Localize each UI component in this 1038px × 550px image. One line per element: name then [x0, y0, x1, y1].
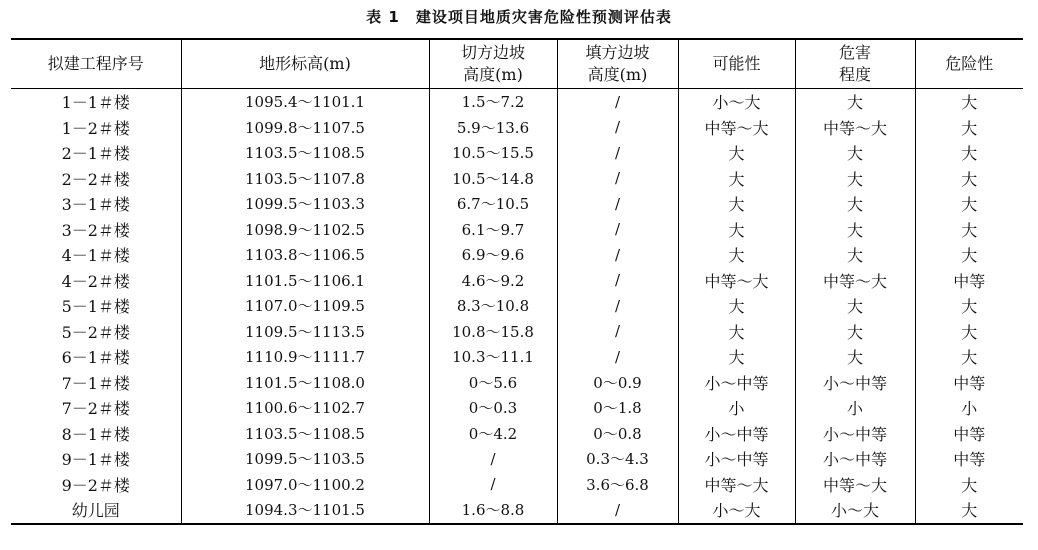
cell-harm-degree: 小～中等 — [795, 446, 915, 472]
cell-harm-degree: 小～中等 — [795, 421, 915, 447]
cell-fill-slope: / — [557, 497, 678, 524]
cell-harm-degree: 大 — [795, 217, 915, 243]
cell-cut-slope: 0～5.6 — [429, 370, 557, 396]
cell-risk: 中等 — [915, 370, 1023, 396]
cell-possibility: 小 — [678, 395, 795, 421]
cell-harm-degree: 大 — [795, 319, 915, 345]
cell-fill-slope: / — [557, 344, 678, 370]
cell-cut-slope: 4.6～9.2 — [429, 268, 557, 294]
cell-cut-slope: 10.3～11.1 — [429, 344, 557, 370]
cell-fill-slope: / — [557, 217, 678, 243]
cell-risk: 大 — [915, 472, 1023, 498]
header-elevation: 地形标高(m) — [181, 39, 429, 89]
cell-fill-slope: / — [557, 319, 678, 345]
cell-project-number: 9－1＃楼 — [11, 446, 181, 472]
cell-project-number: 3－1＃楼 — [11, 191, 181, 217]
cell-risk: 中等 — [915, 268, 1023, 294]
cell-harm-degree: 大 — [795, 293, 915, 319]
cell-risk: 大 — [915, 166, 1023, 192]
cell-project-number: 1－2＃楼 — [11, 115, 181, 141]
cell-harm-degree: 大 — [795, 140, 915, 166]
cell-cut-slope: 8.3～10.8 — [429, 293, 557, 319]
table-body — [11, 89, 1023, 524]
cell-project-number: 5－1＃楼 — [11, 293, 181, 319]
cell-possibility: 大 — [678, 319, 795, 345]
cell-harm-degree: 中等～大 — [795, 268, 915, 294]
cell-elevation: 1098.9～1102.5 — [181, 217, 429, 243]
cell-risk: 大 — [915, 217, 1023, 243]
cell-elevation: 1100.6～1102.7 — [181, 395, 429, 421]
table-row — [11, 344, 1023, 370]
cell-fill-slope: / — [557, 191, 678, 217]
cell-harm-degree: 中等～大 — [795, 472, 915, 498]
cell-project-number: 7－2＃楼 — [11, 395, 181, 421]
cell-possibility: 中等～大 — [678, 268, 795, 294]
cell-elevation: 1099.5～1103.5 — [181, 446, 429, 472]
table-row — [11, 191, 1023, 217]
cell-cut-slope: 6.9～9.6 — [429, 242, 557, 268]
cell-harm-degree: 中等～大 — [795, 115, 915, 141]
cell-risk: 大 — [915, 497, 1023, 524]
cell-elevation: 1097.0～1100.2 — [181, 472, 429, 498]
cell-fill-slope: / — [557, 293, 678, 319]
cell-cut-slope: 0～4.2 — [429, 421, 557, 447]
cell-project-number: 7－1＃楼 — [11, 370, 181, 396]
table-row — [11, 370, 1023, 396]
table-row — [11, 140, 1023, 166]
cell-risk: 小 — [915, 395, 1023, 421]
header-fill-slope-height: 填方边坡 高度(m) — [557, 39, 678, 89]
cell-fill-slope: / — [557, 242, 678, 268]
hazard-assessment-table — [11, 38, 1023, 525]
cell-risk: 大 — [915, 293, 1023, 319]
cell-fill-slope: / — [557, 89, 678, 115]
cell-elevation: 1110.9～1111.7 — [181, 344, 429, 370]
cell-cut-slope: / — [429, 446, 557, 472]
cell-cut-slope: 10.5～15.5 — [429, 140, 557, 166]
cell-project-number: 3－2＃楼 — [11, 217, 181, 243]
cell-risk: 中等 — [915, 421, 1023, 447]
cell-cut-slope: 5.9～13.6 — [429, 115, 557, 141]
cell-project-number: 6－1＃楼 — [11, 344, 181, 370]
cell-fill-slope: 0～0.9 — [557, 370, 678, 396]
cell-harm-degree: 小～中等 — [795, 370, 915, 396]
cell-cut-slope: 6.7～10.5 — [429, 191, 557, 217]
cell-risk: 大 — [915, 89, 1023, 115]
cell-possibility: 大 — [678, 140, 795, 166]
cell-project-number: 9－2＃楼 — [11, 472, 181, 498]
cell-risk: 大 — [915, 344, 1023, 370]
cell-project-number: 2－2＃楼 — [11, 166, 181, 192]
cell-risk: 中等 — [915, 446, 1023, 472]
cell-fill-slope: / — [557, 140, 678, 166]
cell-cut-slope: 10.5～14.8 — [429, 166, 557, 192]
cell-elevation: 1103.5～1108.5 — [181, 421, 429, 447]
table-caption: 表 1 建设项目地质灾害危险性预测评估表 — [366, 8, 672, 26]
cell-elevation: 1099.8～1107.5 — [181, 115, 429, 141]
cell-risk: 大 — [915, 242, 1023, 268]
cell-possibility: 小～中等 — [678, 446, 795, 472]
cell-cut-slope: 10.8～15.8 — [429, 319, 557, 345]
cell-elevation: 1101.5～1106.1 — [181, 268, 429, 294]
cell-fill-slope: 3.6～6.8 — [557, 472, 678, 498]
cell-project-number: 4－2＃楼 — [11, 268, 181, 294]
cell-harm-degree: 小～大 — [795, 497, 915, 524]
cell-elevation: 1103.5～1108.5 — [181, 140, 429, 166]
cell-harm-degree: 小 — [795, 395, 915, 421]
cell-harm-degree: 大 — [795, 191, 915, 217]
cell-possibility: 中等～大 — [678, 115, 795, 141]
cell-elevation: 1101.5～1108.0 — [181, 370, 429, 396]
table-row — [11, 268, 1023, 294]
table-row — [11, 497, 1023, 524]
cell-harm-degree: 大 — [795, 166, 915, 192]
cell-possibility: 小～中等 — [678, 370, 795, 396]
header-harm-degree: 危害 程度 — [795, 39, 915, 89]
table-row — [11, 166, 1023, 192]
cell-possibility: 大 — [678, 293, 795, 319]
table-row — [11, 115, 1023, 141]
cell-harm-degree: 大 — [795, 89, 915, 115]
cell-project-number: 5－2＃楼 — [11, 319, 181, 345]
cell-elevation: 1107.0～1109.5 — [181, 293, 429, 319]
cell-cut-slope: 1.5～7.2 — [429, 89, 557, 115]
cell-possibility: 小～大 — [678, 89, 795, 115]
cell-possibility: 大 — [678, 166, 795, 192]
cell-project-number: 1－1＃楼 — [11, 89, 181, 115]
cell-elevation: 1094.3～1101.5 — [181, 497, 429, 524]
table-row — [11, 446, 1023, 472]
header-project-number: 拟建工程序号 — [11, 39, 181, 89]
header-cut-slope-height: 切方边坡 高度(m) — [429, 39, 557, 89]
cell-project-number: 2－1＃楼 — [11, 140, 181, 166]
cell-fill-slope: / — [557, 115, 678, 141]
cell-fill-slope: 0.3～4.3 — [557, 446, 678, 472]
cell-cut-slope: 6.1～9.7 — [429, 217, 557, 243]
cell-elevation: 1095.4～1101.1 — [181, 89, 429, 115]
header-risk: 危险性 — [915, 39, 1023, 89]
cell-elevation: 1109.5～1113.5 — [181, 319, 429, 345]
table-row — [11, 319, 1023, 345]
cell-possibility: 大 — [678, 242, 795, 268]
cell-risk: 大 — [915, 191, 1023, 217]
cell-cut-slope: / — [429, 472, 557, 498]
cell-project-number: 4－1＃楼 — [11, 242, 181, 268]
cell-fill-slope: / — [557, 166, 678, 192]
cell-project-number: 8－1＃楼 — [11, 421, 181, 447]
table-row — [11, 293, 1023, 319]
table-row — [11, 472, 1023, 498]
header-possibility: 可能性 — [678, 39, 795, 89]
cell-harm-degree: 大 — [795, 242, 915, 268]
cell-risk: 大 — [915, 319, 1023, 345]
cell-fill-slope: 0～0.8 — [557, 421, 678, 447]
cell-project-number: 幼儿园 — [11, 497, 181, 524]
cell-possibility: 大 — [678, 344, 795, 370]
cell-fill-slope: 0～1.8 — [557, 395, 678, 421]
cell-possibility: 大 — [678, 217, 795, 243]
table-row — [11, 217, 1023, 243]
cell-cut-slope: 0～0.3 — [429, 395, 557, 421]
cell-fill-slope: / — [557, 268, 678, 294]
cell-elevation: 1099.5～1103.3 — [181, 191, 429, 217]
cell-risk: 大 — [915, 115, 1023, 141]
cell-cut-slope: 1.6～8.8 — [429, 497, 557, 524]
cell-possibility: 小～大 — [678, 497, 795, 524]
header-row — [11, 39, 1023, 89]
table-row — [11, 89, 1023, 115]
table-row — [11, 242, 1023, 268]
cell-elevation: 1103.8～1106.5 — [181, 242, 429, 268]
table-row — [11, 395, 1023, 421]
cell-risk: 大 — [915, 140, 1023, 166]
cell-possibility: 小～中等 — [678, 421, 795, 447]
cell-elevation: 1103.5～1107.8 — [181, 166, 429, 192]
cell-possibility: 中等～大 — [678, 472, 795, 498]
table-row — [11, 421, 1023, 447]
cell-harm-degree: 大 — [795, 344, 915, 370]
cell-possibility: 大 — [678, 191, 795, 217]
